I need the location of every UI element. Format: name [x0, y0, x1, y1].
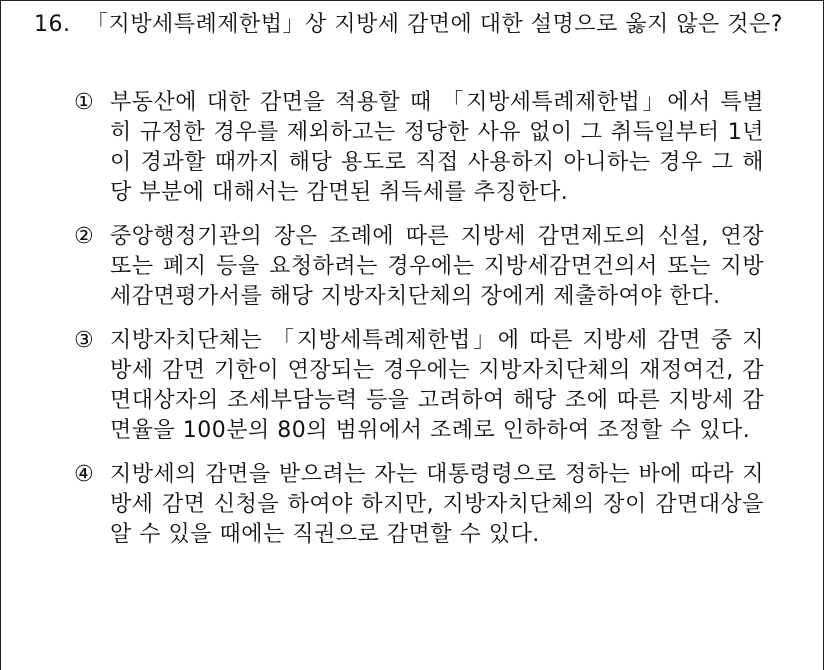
- question-text: 「지방세특례제한법」상 지방세 감면에 대한 설명으로 옳지 않은 것은?: [86, 12, 783, 37]
- option-1-mark: ①: [74, 90, 95, 115]
- option-1-text: 부동산에 대한 감면을 적용할 때 「지방세특례제한법」에서 특별히 규정한 경우를 제외하고는 정당한 사유 없이 그 취득일부터 1년이 경과할 때까지 해당 용도로 직접 사용하지 아니하는 경우 그 해당 부분에 대해서는 감면된 취득세를 추징한다.: [110, 90, 764, 205]
- option-2[interactable]: [74, 222, 764, 312]
- option-2-text: 중앙행정기관의 장은 조례에 따른 지방세 감면제도의 신설, 연장 또는 폐지 등을 요청하려는 경우에는 지방세감면건의서 또는 지방세감면평가서를 해당 지방자치단체의 장에게 제출하여야 한다.: [110, 224, 764, 309]
- option-3[interactable]: [74, 326, 764, 446]
- option-4-mark: ④: [74, 462, 95, 487]
- question: [34, 10, 794, 40]
- option-3-mark: ③: [74, 328, 95, 353]
- option-3-text: 지방자치단체는 「지방세특례제한법」에 따른 지방세 감면 중 지방세 감면 기한이 연장되는 경우에는 지방자치단체의 재정여건, 감면대상자의 조세부담능력 등을 고려하여 해당 조에 따른 지방세 감면율을 100분의 80의 범위에서 조례로 인하하여 조정할 수 있다.: [110, 328, 764, 443]
- question-header: [34, 10, 794, 40]
- option-1[interactable]: [74, 88, 764, 208]
- answer-options: [74, 88, 764, 564]
- option-2-mark: ②: [74, 224, 95, 249]
- option-4-text: 지방세의 감면을 받으려는 자는 대통령령으로 정하는 바에 따라 지방세 감면 신청을 하여야 하지만, 지방자치단체의 장이 감면대상을 알 수 있을 때에는 직권으로 감면할 수 있다.: [110, 462, 764, 547]
- question-number: 16.: [34, 12, 71, 37]
- option-4[interactable]: [74, 460, 764, 550]
